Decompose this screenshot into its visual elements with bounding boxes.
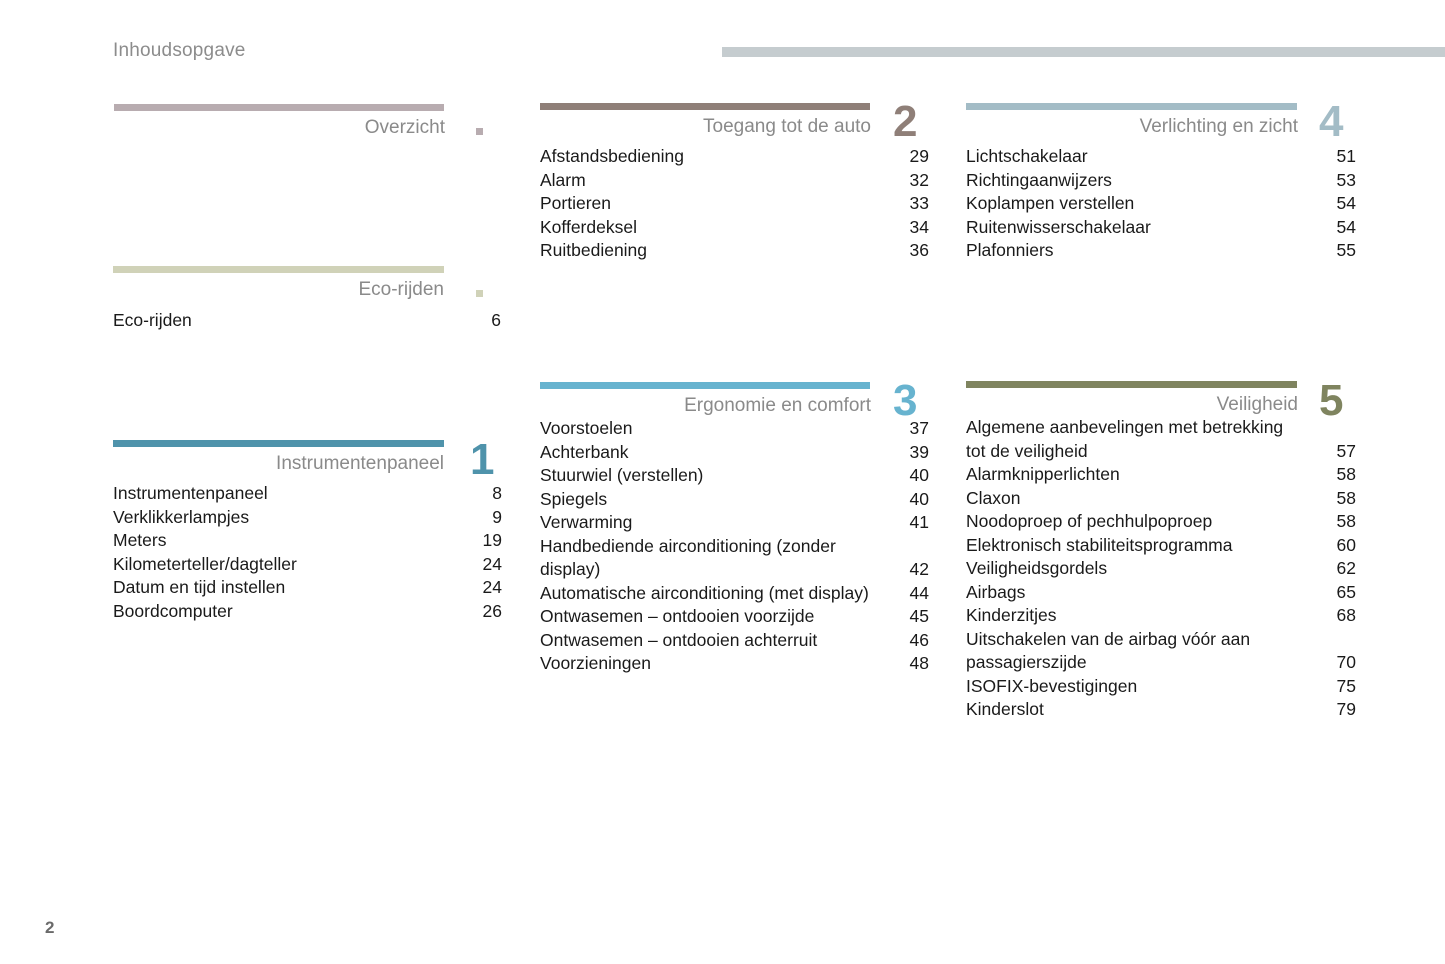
toc-entry-title: Ontwasemen – ontdooien achterruit [540, 629, 818, 650]
toc-entry-page: 48 [909, 653, 929, 673]
toc-entry-page: 24 [482, 553, 502, 574]
toc-entry-title: Ruitbediening [540, 240, 648, 260]
section-number: 2 [893, 97, 918, 146]
toc-entry-title: Airbags [966, 581, 1026, 602]
toc-entry[interactable] [113, 506, 502, 530]
section-number: 4 [1319, 97, 1344, 146]
section-bar [114, 104, 444, 111]
toc-entry-title: Elektronisch stabiliteitsprogramma [966, 534, 1233, 555]
toc-entry[interactable] [966, 675, 1356, 699]
section-marker [476, 128, 483, 135]
toc-entry-title: Boordcomputer [113, 600, 233, 621]
toc-entry[interactable] [966, 463, 1356, 487]
toc-entry[interactable] [966, 698, 1356, 722]
toc-entry[interactable] [113, 482, 502, 506]
toc-entry-page: 40 [909, 465, 929, 485]
section-number: 1 [470, 435, 495, 484]
toc-entry[interactable] [540, 239, 929, 263]
section-title: Veiligheid [1216, 394, 1298, 415]
toc-entry-page: 6 [491, 310, 501, 330]
toc-entry-page: 68 [1336, 605, 1356, 625]
toc-entry-title: Kilometerteller/dagteller [113, 553, 297, 574]
toc-entry-page: 9 [492, 506, 502, 527]
toc-entry-title: Datum en tijd instellen [113, 577, 286, 597]
toc-entry[interactable] [540, 441, 929, 465]
toc-entry-page: 60 [1336, 534, 1356, 555]
toc-entry-title: Voorstoelen [540, 418, 633, 438]
toc-entry-page: 24 [482, 577, 502, 597]
toc-entry-page: 58 [1336, 511, 1356, 531]
toc-entry-title: Spiegels [540, 488, 608, 509]
toc-entry[interactable] [966, 487, 1356, 511]
toc-entry[interactable] [540, 145, 929, 169]
entry-list [966, 145, 1356, 263]
toc-entry-title: Handbediende airconditioning (zonder display) [540, 535, 836, 579]
toc-entry[interactable] [966, 192, 1356, 216]
toc-entry-title: Ontwasemen – ontdooien voorzijde [540, 606, 815, 626]
section-bar [966, 381, 1297, 388]
toc-entry-title: Algemene aanbevelingen met betrekking tot de veiligheid [966, 417, 1284, 461]
toc-entry-page: 58 [1336, 487, 1356, 508]
section-bar [113, 440, 444, 447]
toc-entry[interactable] [540, 652, 929, 676]
section-bar [540, 382, 870, 389]
page-number: 2 [45, 918, 55, 937]
toc-entry[interactable] [540, 582, 929, 606]
entry-list [113, 309, 501, 333]
toc-entry-title: Verwarming [540, 512, 633, 532]
toc-entry[interactable] [540, 535, 929, 582]
toc-entry-title: Instrumentenpaneel [113, 483, 268, 503]
toc-entry-title: Kinderslot [966, 699, 1044, 719]
toc-entry-page: 79 [1336, 699, 1356, 719]
toc-entry-page: 26 [482, 600, 502, 621]
toc-entry[interactable] [540, 629, 929, 653]
toc-entry-page: 75 [1336, 675, 1356, 696]
toc-entry-title: Afstandsbediening [540, 146, 684, 166]
toc-entry-title: Alarm [540, 169, 586, 190]
toc-entry-page: 46 [909, 629, 929, 650]
section-title: Verlichting en zicht [1139, 116, 1298, 137]
toc-entry[interactable] [540, 511, 929, 535]
toc-entry[interactable] [966, 145, 1356, 169]
toc-entry-page: 70 [1336, 652, 1356, 672]
toc-entry[interactable] [966, 216, 1356, 240]
toc-entry-title: Kofferdeksel [540, 216, 637, 237]
toc-entry-page: 44 [909, 582, 929, 603]
toc-entry-title: Noodoproep of pechhulpoproep [966, 511, 1213, 531]
toc-entry-title: Lichtschakelaar [966, 146, 1088, 166]
entry-list [540, 145, 929, 263]
toc-entry[interactable] [966, 581, 1356, 605]
entry-list [113, 482, 502, 623]
section-title: Instrumentenpaneel [276, 453, 444, 474]
toc-entry-page: 45 [909, 606, 929, 626]
toc-entry-page: 58 [1336, 464, 1356, 484]
toc-entry[interactable] [540, 605, 929, 629]
toc-entry[interactable] [540, 216, 929, 240]
toc-entry-page: 42 [909, 559, 929, 579]
section-title: Eco-rijden [358, 279, 444, 300]
section-title: Overzicht [364, 117, 445, 138]
toc-entry-title: Portieren [540, 193, 612, 213]
toc-entry-page: 55 [1336, 240, 1356, 260]
section-number: 3 [893, 376, 918, 425]
toc-entry-title: Claxon [966, 487, 1021, 508]
section-bar [113, 266, 444, 273]
toc-entry-page: 36 [909, 240, 929, 260]
toc-entry-page: 51 [1336, 146, 1356, 166]
toc-entry-title: Verklikkerlampjes [113, 506, 250, 527]
toc-entry[interactable] [113, 600, 502, 624]
toc-entry-page: 19 [482, 530, 502, 550]
toc-entry-page: 53 [1336, 169, 1356, 190]
toc-entry-page: 54 [1336, 193, 1356, 213]
toc-entry[interactable] [966, 557, 1356, 581]
toc-entry-page: 62 [1336, 558, 1356, 578]
toc-entry-page: 40 [909, 488, 929, 509]
section-number: 5 [1319, 376, 1344, 425]
toc-entry[interactable] [966, 169, 1356, 193]
toc-entry-title: Koplampen verstellen [966, 193, 1135, 213]
toc-entry-title: Uitschakelen van de airbag vóór aan passagierszijde [966, 628, 1251, 672]
toc-entry-page: 37 [909, 418, 929, 438]
toc-entry-page: 57 [1336, 440, 1356, 461]
page-header-title: Inhoudsopgave [113, 40, 246, 61]
section-bar [540, 103, 870, 110]
toc-entry[interactable] [966, 628, 1356, 675]
toc-entry-page: 65 [1336, 581, 1356, 602]
toc-entry[interactable] [966, 510, 1356, 534]
toc-entry[interactable] [966, 534, 1356, 558]
toc-entry-title: Meters [113, 530, 167, 550]
toc-entry[interactable] [966, 239, 1356, 263]
toc-entry-page: 8 [492, 483, 502, 503]
toc-entry[interactable] [113, 553, 502, 577]
header-rule [722, 47, 1445, 57]
toc-entry-page: 32 [909, 169, 929, 190]
section-marker [476, 290, 483, 297]
toc-entry-title: Kinderzitjes [966, 605, 1057, 625]
toc-entry[interactable] [113, 576, 502, 600]
toc-entry[interactable] [540, 488, 929, 512]
toc-entry[interactable] [966, 604, 1356, 628]
toc-entry-page: 54 [1336, 216, 1356, 237]
toc-entry-title: Voorzieningen [540, 653, 651, 673]
section-bar [966, 103, 1297, 110]
toc-entry-title: Richtingaanwijzers [966, 169, 1112, 190]
entry-list [966, 416, 1356, 722]
entry-list [540, 417, 929, 676]
toc-entry-title: Stuurwiel (verstellen) [540, 465, 704, 485]
toc-entry-page: 33 [909, 193, 929, 213]
toc-entry-title: Plafonniers [966, 240, 1054, 260]
toc-entry[interactable] [540, 464, 929, 488]
toc-entry-title: Ruitenwisserschakelaar [966, 216, 1151, 237]
toc-entry-title: ISOFIX-bevestigingen [966, 675, 1138, 696]
toc-entry-title: Automatische airconditioning (met display) [540, 582, 869, 603]
toc-entry[interactable] [540, 192, 929, 216]
section-title: Ergonomie en comfort [684, 395, 871, 416]
toc-entry-page: 34 [909, 216, 929, 237]
toc-entry-title: Achterbank [540, 441, 629, 462]
toc-entry[interactable] [966, 416, 1356, 463]
toc-entry-title: Alarmknipperlichten [966, 464, 1120, 484]
toc-entry[interactable] [113, 309, 501, 333]
section-title: Toegang tot de auto [703, 116, 871, 137]
toc-entry-title: Veiligheidsgordels [966, 558, 1108, 578]
toc-entry[interactable] [540, 417, 929, 441]
toc-entry-page: 29 [909, 146, 929, 166]
toc-entry-page: 39 [909, 441, 929, 462]
toc-entry-page: 41 [909, 512, 929, 532]
toc-entry-title: Eco-rijden [113, 310, 192, 330]
toc-entry[interactable] [540, 169, 929, 193]
toc-entry[interactable] [113, 529, 502, 553]
